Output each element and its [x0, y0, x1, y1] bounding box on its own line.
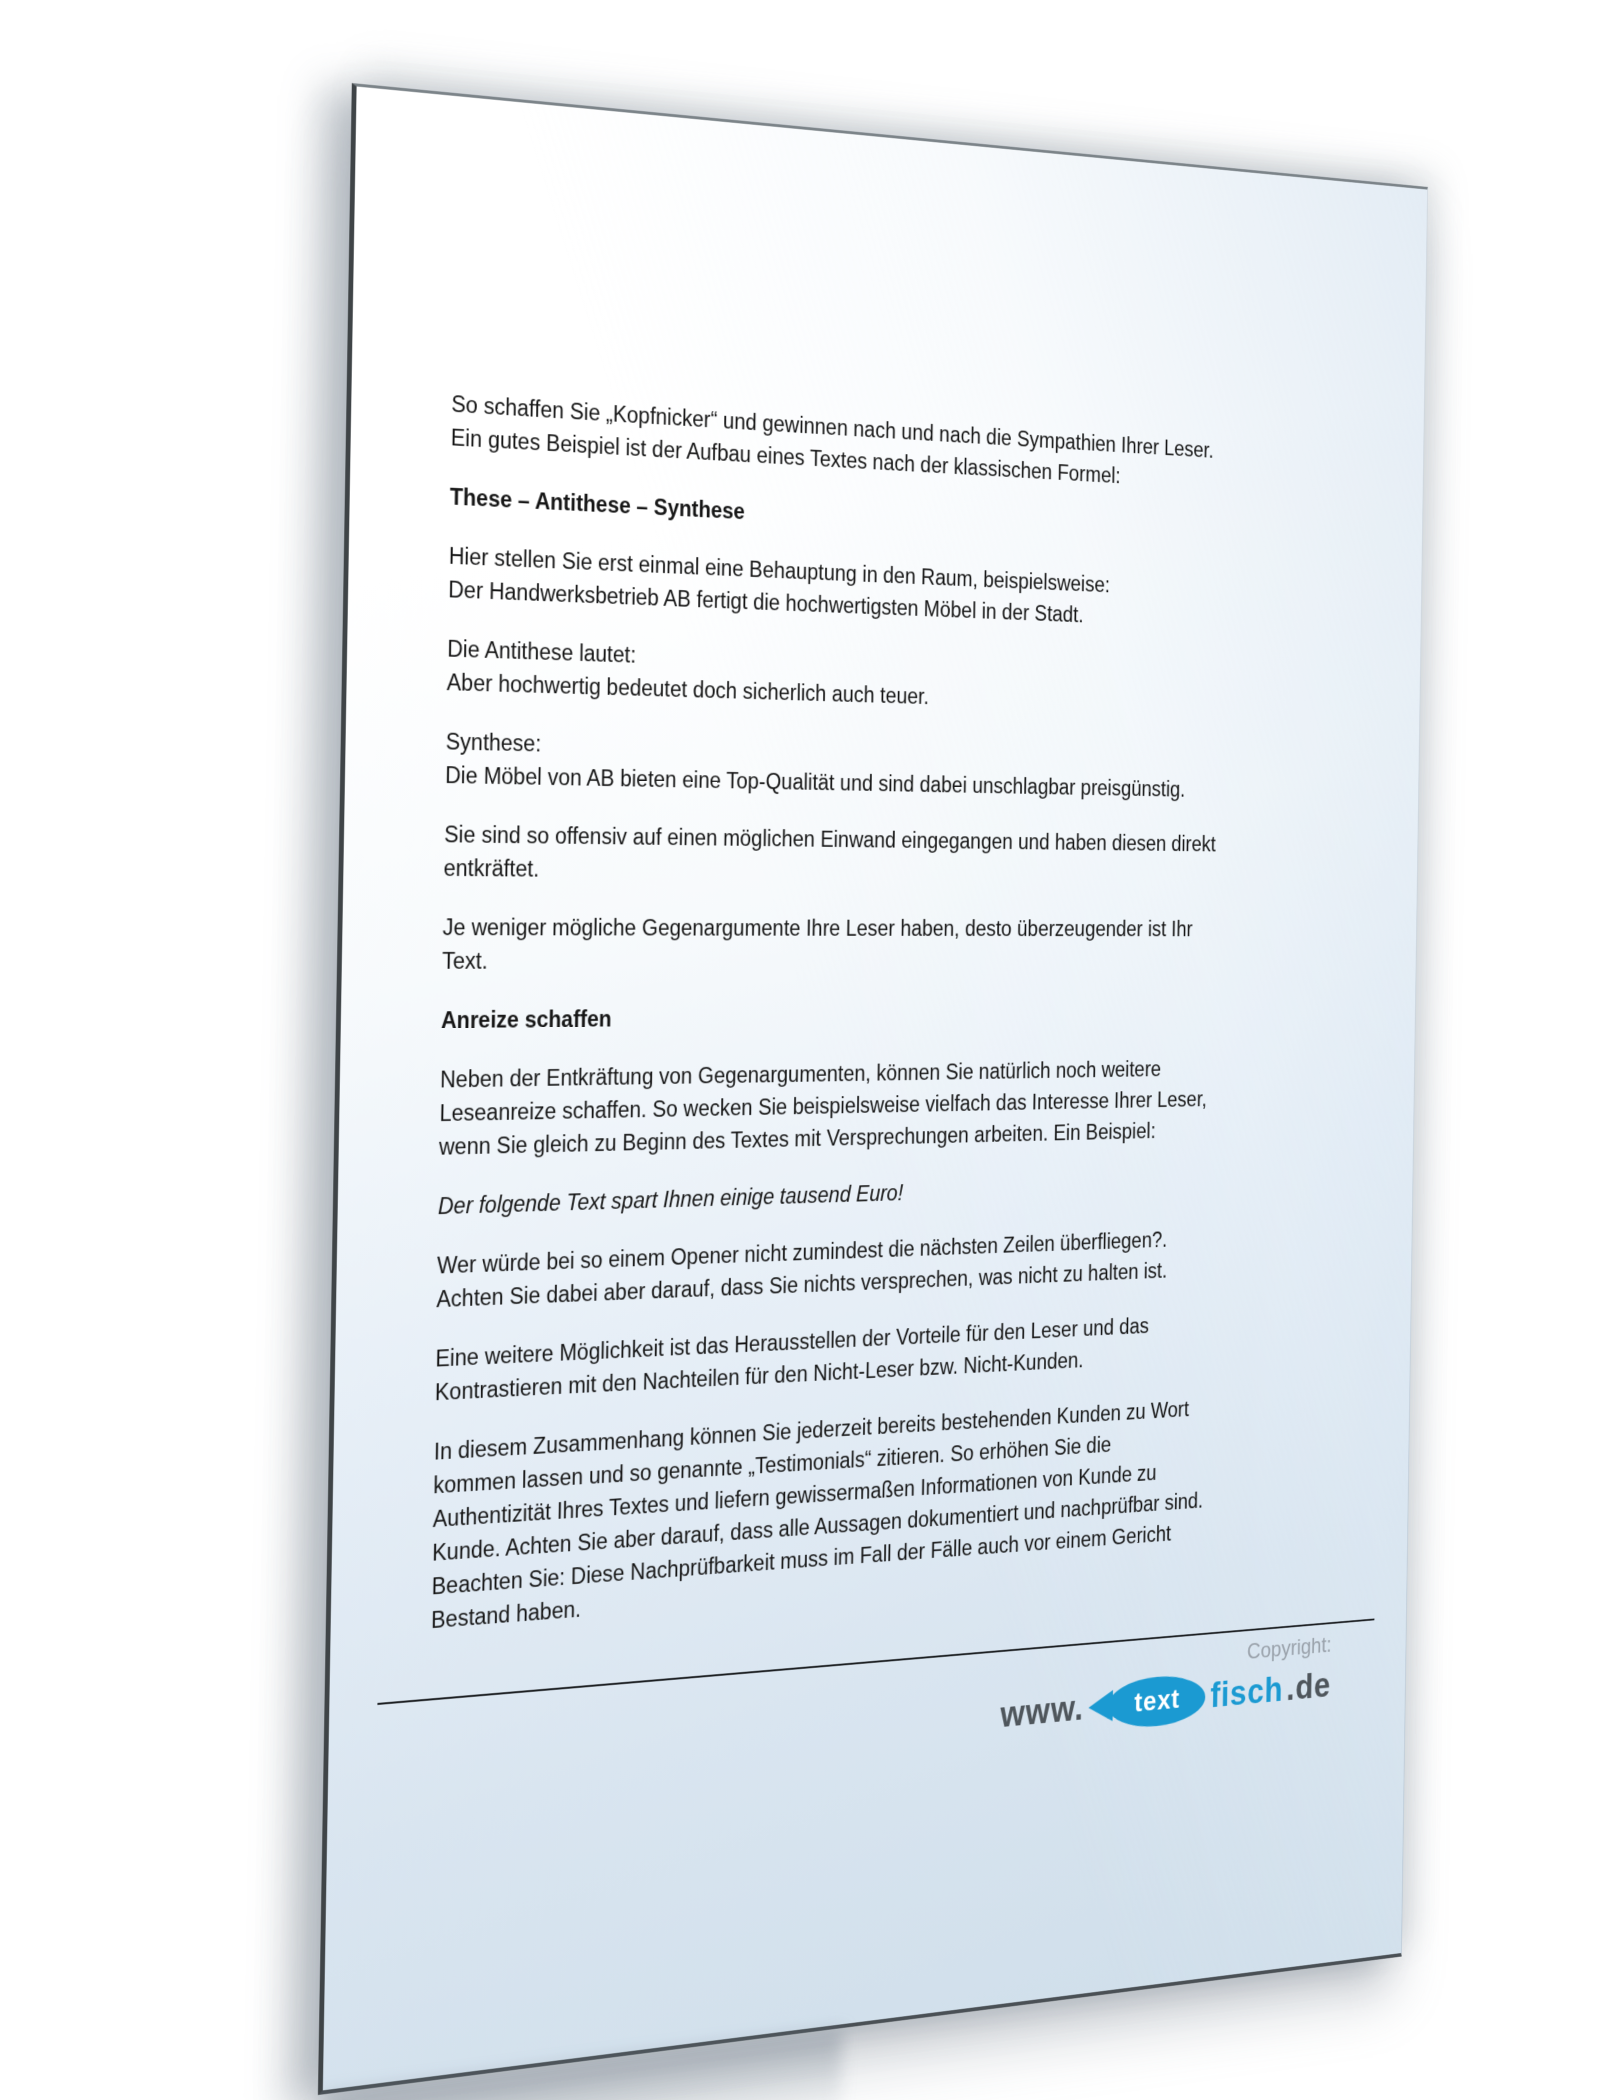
paragraph-euro-beispiel: Der folgende Text spart Ihnen einige tausend Euro!	[437, 1180, 904, 1220]
sheet-reflection	[321, 2030, 842, 2100]
paragraph-gegenargumente: Je weniger mögliche Gegenargumente Ihre Leser haben, desto überzeugender ist Ihr Text.	[441, 914, 1193, 974]
heading-these-antithese: These – Antithese – Synthese	[449, 483, 745, 524]
document-sheet	[318, 83, 1428, 2095]
fish-icon	[1108, 1673, 1206, 1731]
logo-fisch-label: fisch	[1209, 1670, 1284, 1716]
copyright-label: Copyright:	[1246, 1632, 1332, 1665]
paragraph-testimonials: In diesem Zusammenhang können Sie jederzeit bereits bestehenden Kunden zu Wort kommen lassen und so genannte „Testimonials“ zitieren. So erhöhen Sie die Authentizität Ihres Textes und liefern gewissermaßen Informationen von Kunde zu Kunde. Achten Sie aber darauf, dass alle Aussagen dokumentiert und nachprüfbar sind. Beachten Sie: Diese Nachprüfbarkeit muss im Fall der Fälle auch vor einem Gericht Bestand haben.	[430, 1397, 1204, 1634]
paragraph-opener: Wer würde bei so einem Opener nicht zumindest die nächsten Zeilen überfliegen?. Achten Sie dabei aber darauf, dass Sie nichts versprechen, was nicht zu halten ist.	[436, 1227, 1168, 1313]
heading-anreize-schaffen: Anreize schaffen	[440, 1006, 612, 1034]
document-body	[428, 387, 1355, 1796]
paragraph-leseanreize: Neben der Entkräftung von Gegenargumenten, können Sie natürlich noch weitere Leseanreize schaffen. So wecken Sie beispielsweise vielfach das Interesse Ihrer Leser, wenn Sie gleich zu Beginn des Textes mit Versprechungen arbeiten. Ein Beispiel:	[438, 1056, 1207, 1160]
paragraph-vorteile: Eine weitere Möglichkeit ist das Herausstellen der Vorteile für den Leser und das Kontrastieren mit den Nachteilen für den Nicht-Leser bzw. Nicht-Kunden.	[434, 1313, 1150, 1406]
paragraph-einwand: Sie sind so offensiv auf einen möglichen Einwand eingegangen und haben diesen direkt entkräftet.	[443, 821, 1216, 882]
page-footer	[428, 1622, 1338, 1796]
footer-credit	[428, 1632, 1338, 1795]
logo-de-label: .de	[1286, 1666, 1332, 1709]
paragraph-kopfnicker: So schaffen Sie „Kopfnicker“ und gewinnen nach und nach die Sympathien Ihrer Leser. Ein gutes Beispiel ist der Aufbau eines Textes nach der klassischen Formel:	[450, 390, 1214, 488]
logo-text-label: text	[1134, 1683, 1181, 1719]
logo-www-label: www.	[1000, 1688, 1085, 1736]
paragraph-synthese: Synthese: Die Möbel von AB bieten eine Top-Qualität und sind dabei unschlagbar preisgünstig.	[444, 728, 1186, 802]
paragraph-behauptung: Hier stellen Sie erst einmal eine Behauptung in den Raum, beispielsweise: Der Handwerksbetrieb AB fertigt die hochwertigsten Möbel in der Stadt.	[448, 542, 1111, 627]
paragraph-antithese: Die Antithese lautet: Aber hochwertig bedeutet doch sicherlich auch teuer.	[446, 635, 930, 709]
